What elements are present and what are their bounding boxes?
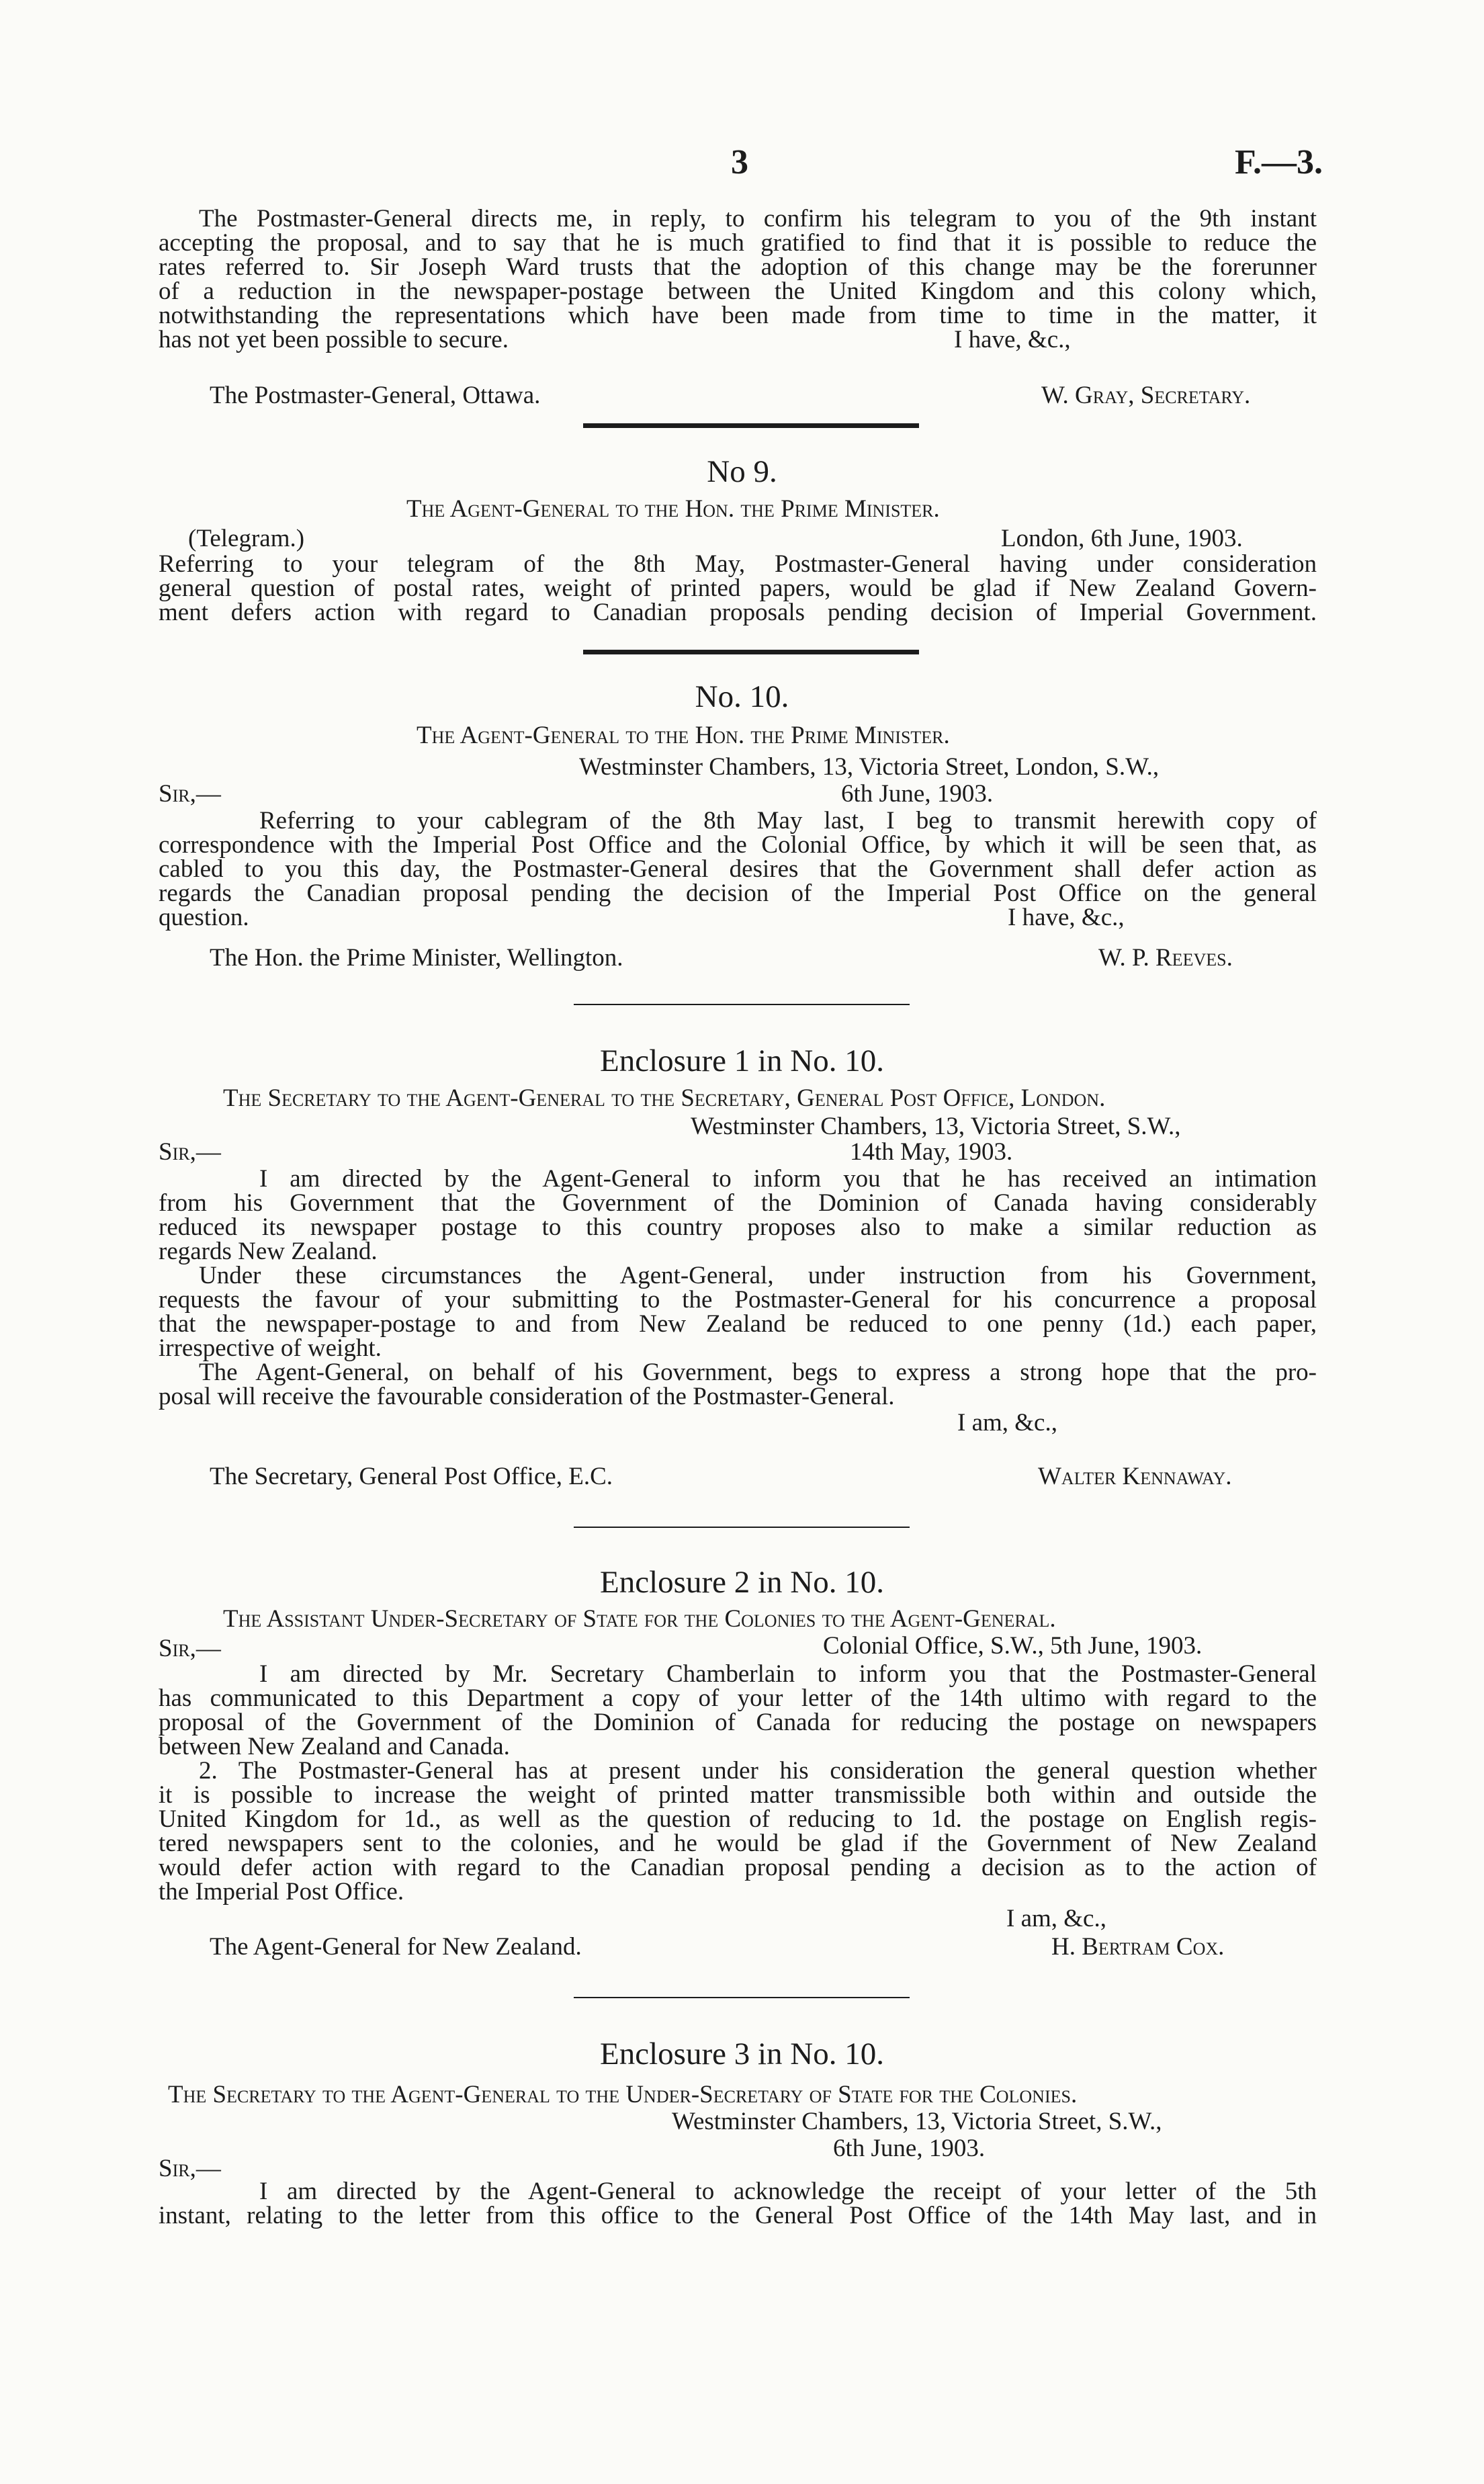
intro-line: has not yet been possible to secure. bbox=[159, 326, 509, 353]
intro-line: of a reduction in the newspaper-postage between the United Kingdom and this colony which, bbox=[159, 277, 1317, 305]
intro-line: The Postmaster-General directs me, in reply, to confirm his telegram to you of the 9th instant bbox=[199, 205, 1317, 232]
enc2-signature: H. Bertram Cox. bbox=[1051, 1933, 1225, 1961]
no10-line: correspondence with the Imperial Post Office and the Colonial Office, by which it will be seen that, as bbox=[159, 831, 1317, 859]
intro-line: rates referred to. Sir Joseph Ward trusts that the adoption of this change may be the forerunner bbox=[159, 253, 1317, 281]
enc1-line: reduced its newspaper postage to this country proposes also to make a similar reduction as bbox=[159, 1213, 1317, 1241]
no10-line: question. bbox=[159, 904, 249, 931]
section-divider-thick bbox=[583, 423, 919, 428]
enc2-line: between New Zealand and Canada. bbox=[159, 1733, 510, 1760]
enc1-line: posal will receive the favourable consideration of the Postmaster-General. bbox=[159, 1383, 895, 1410]
no10-line: regards the Canadian proposal pending the decision of the Imperial Post Office on the general bbox=[159, 880, 1317, 907]
no9-body bbox=[159, 552, 1317, 625]
enc3-salutation: Sir,— bbox=[159, 2155, 221, 2182]
no9-title: No 9. bbox=[707, 454, 777, 489]
enc1-salutation: Sir,— bbox=[159, 1138, 221, 1166]
enc1-address: Westminster Chambers, 13, Victoria Street, S.W., bbox=[691, 1113, 1181, 1140]
enc2-line: tered newspapers sent to the colonies, and he would be glad if the Government of New Zealand bbox=[159, 1830, 1317, 1857]
no9-subtitle: The Agent-General to the Hon. the Prime Minister. bbox=[406, 495, 940, 523]
intro-line: notwithstanding the representations which have been made from time to time in the matter, it bbox=[159, 302, 1317, 329]
enc2-addressee: The Agent-General for New Zealand. bbox=[210, 1933, 582, 1961]
enc3-date: 6th June, 1903. bbox=[833, 2135, 986, 2162]
no10-addressee: The Hon. the Prime Minister, Wellington. bbox=[210, 944, 623, 972]
enc2-line: proposal of the Government of the Dominion of Canada for reducing the postage on newspapers bbox=[159, 1709, 1317, 1736]
enc1-line: The Agent-General, on behalf of his Government, begs to express a strong hope that the pro- bbox=[199, 1359, 1317, 1386]
enc2-line: 2. The Postmaster-General has at present under his consideration the general question whether bbox=[199, 1757, 1317, 1785]
enc1-subtitle: The Secretary to the Agent-General to the Secretary, General Post Office, London. bbox=[223, 1084, 1106, 1112]
enc3-address: Westminster Chambers, 13, Victoria Street, S.W., bbox=[672, 2108, 1162, 2135]
enc3-line: I am directed by the Agent-General to acknowledge the receipt of your letter of the 5th bbox=[259, 2178, 1317, 2205]
enc1-line: Under these circumstances the Agent-General, under instruction from his Government, bbox=[199, 1262, 1317, 1289]
enc1-date: 14th May, 1903. bbox=[850, 1138, 1013, 1166]
enc1-line: I am directed by the Agent-General to inform you that he has received an intimation bbox=[259, 1165, 1317, 1193]
enc3-title: Enclosure 3 in No. 10. bbox=[600, 2037, 884, 2071]
no9-line: Referring to your telegram of the 8th May, Postmaster-General having under consideration bbox=[159, 550, 1317, 578]
enc2-line: it is possible to increase the weight of printed matter transmissible both within and outside the bbox=[159, 1781, 1317, 1809]
enc1-line: from his Government that the Government of the Dominion of Canada having considerably bbox=[159, 1189, 1317, 1217]
enc1-body bbox=[159, 1167, 1317, 1409]
no9-line: ment defers action with regard to Canadian proposals pending decision of Imperial Government. bbox=[159, 599, 1317, 626]
no10-title: No. 10. bbox=[695, 679, 789, 714]
enc2-salutation: Sir,— bbox=[159, 1635, 221, 1662]
enc2-subtitle: The Assistant Under-Secretary of State for the Colonies to the Agent-General. bbox=[223, 1605, 1056, 1633]
no10-line: Referring to your cablegram of the 8th May last, I beg to transmit herewith copy of bbox=[259, 807, 1317, 834]
section-divider-thin bbox=[574, 1004, 910, 1005]
intro-signature: W. Gray, Secretary. bbox=[1041, 382, 1251, 409]
enc1-addressee: The Secretary, General Post Office, E.C. bbox=[210, 1463, 613, 1490]
enc2-line: has communicated to this Department a copy of your letter of the 14th ultimo with regard to the bbox=[159, 1684, 1317, 1712]
no10-address: Westminster Chambers, 13, Victoria Street, London, S.W., bbox=[579, 753, 1160, 781]
enc1-closing: I am, &c., bbox=[957, 1409, 1057, 1437]
intro-letter-body bbox=[159, 207, 1317, 352]
enc2-line: the Imperial Post Office. bbox=[159, 1878, 404, 1905]
enc2-place-date: Colonial Office, S.W., 5th June, 1903. bbox=[823, 1632, 1203, 1660]
enc1-line: irrespective of weight. bbox=[159, 1334, 382, 1362]
enc3-line: instant, relating to the letter from this office to the General Post Office of the 14th May last, and in bbox=[159, 2202, 1317, 2229]
enc2-line: United Kingdom for 1d., as well as the question of reducing to 1d. the postage on English regis- bbox=[159, 1805, 1317, 1833]
no10-salutation: Sir,— bbox=[159, 780, 221, 808]
enc2-line: I am directed by Mr. Secretary Chamberlain to inform you that the Postmaster-General bbox=[259, 1660, 1317, 1688]
enc1-line: requests the favour of your submitting to the Postmaster-General for his concurrence a proposal bbox=[159, 1286, 1317, 1314]
no10-closing: I have, &c., bbox=[1008, 904, 1125, 931]
enc2-line: would defer action with regard to the Canadian proposal pending a decision as to the action of bbox=[159, 1854, 1317, 1881]
enc1-title: Enclosure 1 in No. 10. bbox=[600, 1043, 884, 1078]
enc1-line: that the newspaper-postage to and from New Zealand be reduced to one penny (1d.) each paper, bbox=[159, 1310, 1317, 1338]
document-reference: F.—3. bbox=[1235, 143, 1323, 181]
intro-addressee: The Postmaster-General, Ottawa. bbox=[210, 382, 541, 409]
intro-line: accepting the proposal, and to say that he is much gratified to find that it is possible to reduce the bbox=[159, 229, 1317, 257]
enc3-body bbox=[159, 2180, 1317, 2228]
no10-line: cabled to you this day, the Postmaster-General desires that the Government shall defer action as bbox=[159, 855, 1317, 883]
section-divider-thin bbox=[574, 1527, 910, 1528]
no10-signature: W. P. Reeves. bbox=[1098, 944, 1233, 972]
enc1-line: regards New Zealand. bbox=[159, 1238, 378, 1265]
section-divider-thick bbox=[583, 650, 919, 654]
page-number: 3 bbox=[731, 143, 748, 181]
intro-closing: I have, &c., bbox=[954, 326, 1071, 353]
section-divider-thin bbox=[574, 1997, 910, 1998]
no9-telegram-label: (Telegram.) bbox=[188, 525, 305, 552]
no10-subtitle: The Agent-General to the Hon. the Prime Minister. bbox=[417, 722, 950, 749]
enc3-subtitle: The Secretary to the Agent-General to the Under-Secretary of State for the Colonies. bbox=[168, 2081, 1078, 2108]
enc2-closing: I am, &c., bbox=[1006, 1905, 1106, 1932]
no9-place-date: London, 6th June, 1903. bbox=[1001, 525, 1243, 552]
enc1-signature: Walter Kennaway. bbox=[1038, 1463, 1232, 1490]
enc2-body bbox=[159, 1662, 1317, 1904]
no9-line: general question of postal rates, weight of printed papers, would be glad if New Zealand Govern- bbox=[159, 574, 1317, 602]
no10-date: 6th June, 1903. bbox=[841, 780, 994, 808]
no10-body bbox=[159, 809, 1317, 930]
enc2-title: Enclosure 2 in No. 10. bbox=[600, 1565, 884, 1600]
